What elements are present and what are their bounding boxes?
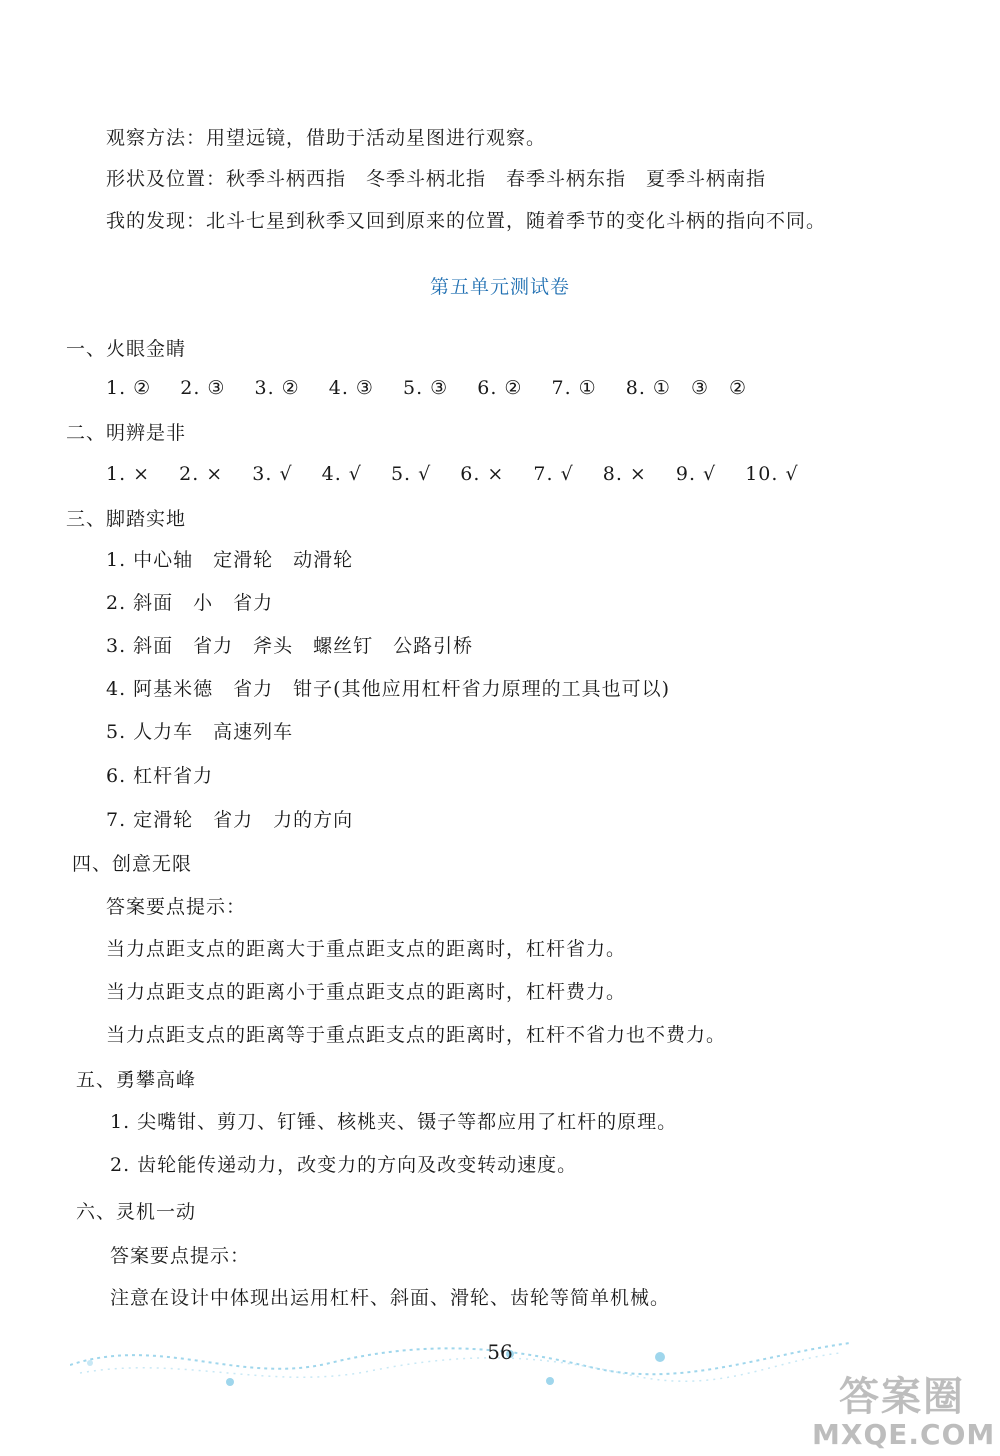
list-item: 当力点距支点的距离大于重点距支点的距离时，杠杆省力。 <box>106 938 627 960</box>
wave-dot <box>546 1377 554 1385</box>
list-item: 5. 人力车 高速列车 <box>106 721 294 743</box>
observation-method: 观察方法：用望远镜，借助于活动星图进行观察。 <box>106 127 547 149</box>
watermark-top: 答案圈 <box>839 1374 965 1420</box>
answer-item: 7. ① <box>551 377 597 399</box>
list-item: 2. 齿轮能传递动力，改变力的方向及改变转动速度。 <box>110 1154 578 1176</box>
answer-item: 8. ① ③ ② <box>625 377 748 399</box>
list-item: 当力点距支点的距离等于重点距支点的距离时，杠杆不省力也不费力。 <box>106 1024 727 1046</box>
list-item: 7. 定滑轮 省力 力的方向 <box>106 809 354 831</box>
answer-item: 7. √ <box>533 463 574 485</box>
section-heading-6: 六、灵机一动 <box>76 1201 197 1223</box>
list-item: 6. 杠杆省力 <box>106 765 214 787</box>
section-heading-2: 二、明辨是非 <box>66 422 187 444</box>
answer-item: 6. × <box>460 463 505 485</box>
section-1-answers <box>106 376 769 400</box>
list-item: 1. 中心轴 定滑轮 动滑轮 <box>106 549 354 571</box>
list-item: 2. 斜面 小 省力 <box>106 592 274 614</box>
list-item: 当力点距支点的距离小于重点距支点的距离时，杠杆费力。 <box>106 981 627 1003</box>
shape-position: 形状及位置：秋季斗柄西指 冬季斗柄北指 春季斗柄东指 夏季斗柄南指 <box>106 168 767 190</box>
answer-item: 1. ② <box>106 377 152 399</box>
section-heading-3: 三、脚踏实地 <box>66 508 187 530</box>
list-item: 1. 尖嘴钳、剪刀、钉锤、核桃夹、镊子等都应用了杠杆的原理。 <box>110 1111 678 1133</box>
answer-item: 4. ③ <box>328 377 374 399</box>
list-item: 4. 阿基米德 省力 钳子(其他应用杠杆省力原理的工具也可以) <box>106 678 670 700</box>
answer-item: 9. √ <box>675 463 717 485</box>
answer-item: 2. × <box>179 463 224 485</box>
section-heading-4: 四、创意无限 <box>72 853 193 875</box>
answer-item: 3. √ <box>252 463 293 485</box>
answer-item: 6. ② <box>477 377 523 399</box>
answer-item: 5. √ <box>390 463 432 485</box>
answer-item: 4. √ <box>321 463 362 485</box>
section-2-answers <box>106 462 821 486</box>
answer-item: 2. ③ <box>180 377 226 399</box>
answer-item: 3. ② <box>254 377 300 399</box>
hint-label: 答案要点提示： <box>110 1245 251 1267</box>
answer-item: 10. √ <box>745 463 799 485</box>
watermark-logo <box>812 1374 996 1451</box>
section-heading-5: 五、勇攀高峰 <box>76 1069 197 1091</box>
discovery: 我的发现：北斗七星到秋季又回到原来的位置，随着季节的变化斗柄的指向不同。 <box>106 210 827 232</box>
answer-item: 8. × <box>602 463 647 485</box>
page-number: 56 <box>487 1340 513 1364</box>
answer-item: 5. ③ <box>403 377 449 399</box>
answer-item: 1. × <box>106 463 151 485</box>
wave-dot <box>226 1378 234 1386</box>
hint-label: 答案要点提示： <box>106 896 247 918</box>
list-item: 注意在设计中体现出运用杠杆、斜面、滑轮、齿轮等简单机械。 <box>110 1287 671 1309</box>
page-title: 第五单元测试卷 <box>429 276 570 298</box>
section-heading-1: 一、火眼金睛 <box>66 338 187 360</box>
list-item: 3. 斜面 省力 斧头 螺丝钉 公路引桥 <box>106 635 474 657</box>
watermark-bottom: MXQE.COM <box>812 1418 996 1451</box>
